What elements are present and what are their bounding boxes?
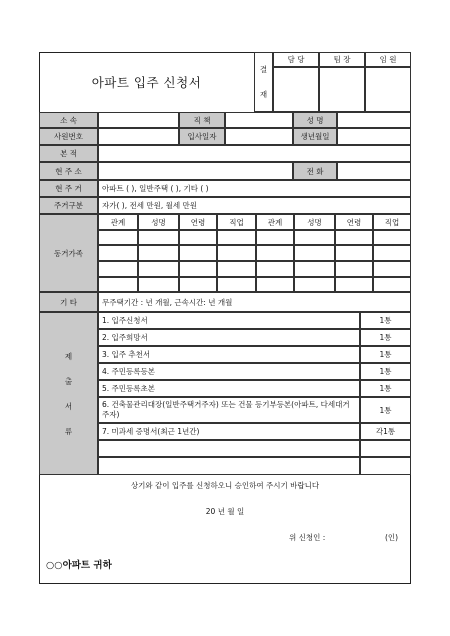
cohabitant-cell[interactable] bbox=[179, 245, 217, 261]
cohabitant-cell[interactable] bbox=[256, 230, 294, 245]
documents-label-char: 출 bbox=[64, 376, 73, 386]
cohabitant-cell[interactable] bbox=[373, 230, 411, 245]
cohabitant-cell[interactable] bbox=[256, 277, 294, 292]
approval-sign-staff[interactable] bbox=[273, 67, 319, 112]
cohabitant-cell[interactable] bbox=[335, 230, 373, 245]
document-item: 6. 건축물관리대장(일반주택거주자) 또는 건물 등기부등본(아파트, 다세대거주자) bbox=[98, 397, 360, 423]
label-residence-type: 주거구분 bbox=[39, 197, 98, 214]
cohabitant-cell[interactable] bbox=[179, 277, 217, 292]
cohabitant-cell[interactable] bbox=[294, 261, 335, 277]
cohabitant-cell[interactable] bbox=[335, 245, 373, 261]
documents-label-char: 서 bbox=[64, 401, 73, 411]
label-phone: 전 화 bbox=[293, 162, 337, 180]
seal-mark: (인) bbox=[385, 533, 399, 542]
cohabitant-header: 연령 bbox=[335, 214, 373, 230]
field-etc[interactable]: 무주택기간 : 년 개월, 근속시간: 년 개월 bbox=[98, 292, 411, 312]
document-item: 4. 주민등록등본 bbox=[98, 363, 360, 380]
document-qty-blank[interactable] bbox=[360, 457, 411, 475]
cohabitant-cell[interactable] bbox=[373, 277, 411, 292]
documents-label-char: 류 bbox=[64, 426, 73, 436]
label-address: 현 주 소 bbox=[39, 162, 98, 180]
document-item: 7. 미과세 증명서(최근 1년간) bbox=[98, 423, 360, 440]
approval-role-staff: 담 당 bbox=[273, 52, 319, 67]
document-qty: 1통 bbox=[360, 380, 411, 397]
field-affiliation[interactable] bbox=[98, 112, 179, 128]
cohabitant-cell[interactable] bbox=[217, 277, 256, 292]
label-documents bbox=[39, 312, 98, 475]
label-name: 성 명 bbox=[293, 112, 337, 128]
field-employee-no[interactable] bbox=[98, 128, 179, 145]
date-line: 20 년 월 일 bbox=[205, 507, 245, 516]
field-residence-type[interactable]: 자가( ), 전세 만원, 월세 만원 bbox=[98, 197, 411, 214]
cohabitant-cell[interactable] bbox=[138, 245, 179, 261]
cohabitant-cell[interactable] bbox=[294, 277, 335, 292]
cohabitant-header: 연령 bbox=[179, 214, 217, 230]
cohabitant-header: 관계 bbox=[256, 214, 294, 230]
cohabitant-cell[interactable] bbox=[256, 245, 294, 261]
cohabitant-cell[interactable] bbox=[217, 245, 256, 261]
cohabitant-cell[interactable] bbox=[138, 261, 179, 277]
label-join-date: 입사일자 bbox=[179, 128, 225, 145]
document-qty: 1통 bbox=[360, 346, 411, 363]
label-position: 직 책 bbox=[179, 112, 225, 128]
approval-role-lead: 팀 장 bbox=[319, 52, 365, 67]
cohabitant-cell[interactable] bbox=[138, 230, 179, 245]
cohabitant-cell[interactable] bbox=[179, 230, 217, 245]
cohabitant-cell[interactable] bbox=[138, 277, 179, 292]
field-position[interactable] bbox=[225, 112, 293, 128]
approval-sign-lead[interactable] bbox=[319, 67, 365, 112]
document-item: 3. 입주 추천서 bbox=[98, 346, 360, 363]
field-hometown[interactable] bbox=[98, 145, 411, 162]
document-qty: 각1통 bbox=[360, 423, 411, 440]
document-qty: 1통 bbox=[360, 397, 411, 423]
approval-label-char: 결 bbox=[259, 65, 268, 74]
cohabitant-cell[interactable] bbox=[256, 261, 294, 277]
form-title: 아파트 입주 신청서 bbox=[91, 75, 202, 90]
cohabitant-cell[interactable] bbox=[373, 261, 411, 277]
approval-label-char: 재 bbox=[259, 90, 268, 99]
document-item: 5. 주민등록초본 bbox=[98, 380, 360, 397]
cohabitant-header: 직업 bbox=[217, 214, 256, 230]
cohabitant-cell[interactable] bbox=[294, 230, 335, 245]
document-qty: 1통 bbox=[360, 363, 411, 380]
document-item: 2. 입주희망서 bbox=[98, 329, 360, 346]
cohabitant-header: 관계 bbox=[98, 214, 138, 230]
field-birth-date[interactable] bbox=[337, 128, 411, 145]
cohabitant-cell[interactable] bbox=[294, 245, 335, 261]
document-qty-blank[interactable] bbox=[360, 440, 411, 457]
approval-label bbox=[254, 52, 273, 112]
cohabitant-cell[interactable] bbox=[217, 230, 256, 245]
approval-sign-exec[interactable] bbox=[365, 67, 411, 112]
cohabitant-cell[interactable] bbox=[373, 245, 411, 261]
cohabitant-header: 성명 bbox=[294, 214, 335, 230]
cohabitant-cell[interactable] bbox=[98, 277, 138, 292]
cohabitant-cell[interactable] bbox=[98, 261, 138, 277]
document-item-blank[interactable] bbox=[98, 457, 360, 475]
field-join-date[interactable] bbox=[225, 128, 293, 145]
document-item: 1. 입주신청서 bbox=[98, 312, 360, 329]
addressee: ○○아파트 귀하 bbox=[46, 560, 112, 571]
label-affiliation: 소 속 bbox=[39, 112, 98, 128]
document-qty: 1통 bbox=[360, 312, 411, 329]
label-etc: 기 타 bbox=[39, 292, 98, 312]
field-current-residence[interactable]: 아파트 ( ), 일반주택 ( ), 기타 ( ) bbox=[98, 180, 411, 197]
cohabitant-cell[interactable] bbox=[217, 261, 256, 277]
statement: 상기와 같이 입주를 신청하오니 승인하여 주시기 바랍니다 bbox=[130, 481, 320, 490]
label-cohabitants: 동거가족 bbox=[39, 214, 98, 292]
label-birth-date: 생년월일 bbox=[293, 128, 337, 145]
applicant-label: 위 신청인 : bbox=[289, 533, 326, 542]
cohabitant-header: 성명 bbox=[138, 214, 179, 230]
document-qty: 1통 bbox=[360, 329, 411, 346]
documents-label-char: 제 bbox=[64, 351, 73, 361]
cohabitant-cell[interactable] bbox=[179, 261, 217, 277]
field-phone[interactable] bbox=[337, 162, 411, 180]
cohabitant-cell[interactable] bbox=[98, 230, 138, 245]
document-item-blank[interactable] bbox=[98, 440, 360, 457]
cohabitant-header: 직업 bbox=[373, 214, 411, 230]
field-address[interactable] bbox=[98, 162, 293, 180]
cohabitant-cell[interactable] bbox=[335, 277, 373, 292]
label-employee-no: 사원번호 bbox=[39, 128, 98, 145]
approval-role-exec: 임 원 bbox=[365, 52, 411, 67]
cohabitant-cell[interactable] bbox=[98, 245, 138, 261]
label-hometown: 본 적 bbox=[39, 145, 98, 162]
field-name[interactable] bbox=[337, 112, 411, 128]
label-current-residence: 현 주 거 bbox=[39, 180, 98, 197]
cohabitant-cell[interactable] bbox=[335, 261, 373, 277]
